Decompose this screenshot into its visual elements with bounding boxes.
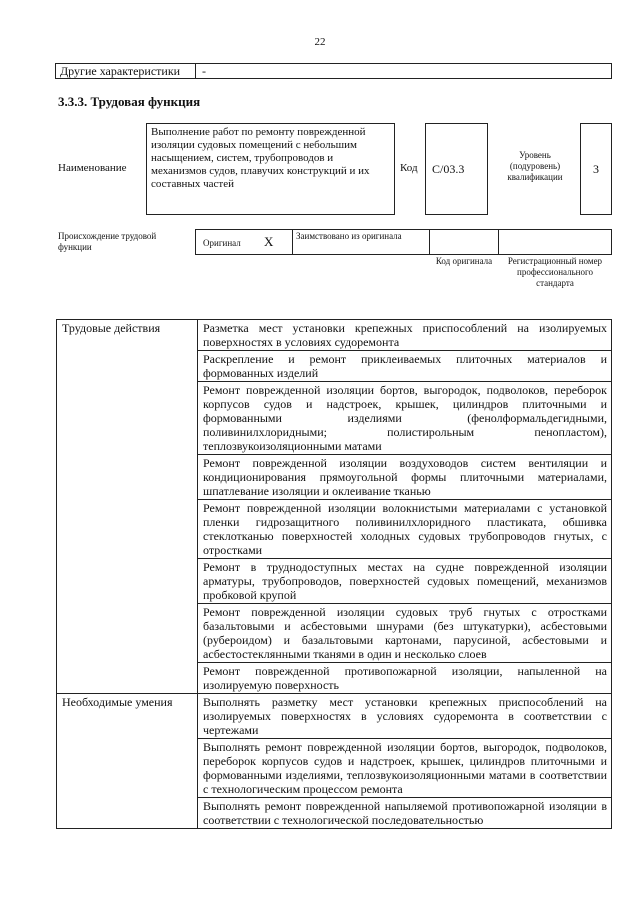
level-value: 3 [593,162,599,176]
origin-code-cell [498,230,499,254]
table-row [57,694,612,739]
other-characteristics-value: - [202,64,206,78]
original-label: Оригинал [203,238,241,248]
reg-caption: Регистрационный номер профессионального стандарта [507,256,603,288]
skills-label: Необходимые умения [57,694,198,829]
other-characteristics-divider [195,64,196,78]
labor-action-item: Раскрепление и ремонт приклеиваемых плиточных материалов и формованных изделий [198,351,612,382]
other-characteristics-label: Другие характеристики [60,64,181,78]
borrowed-label: Заимствовано из оригинала [296,231,402,241]
origin-label: Происхождение трудовой функции [58,231,157,252]
labor-action-item: Ремонт поврежденной изоляции волокнистыми материалами с установкой пленки гидрозащитного поливинилхлоридного пластиката, обшивка стеклотканью поверхностей холодных судовых трубопроводов гнутых, с отростками [198,500,612,559]
labor-function-table [56,319,612,829]
name-label: Наименование [58,162,127,174]
table-row [57,320,612,351]
function-name-value: Выполнение работ по ремонту поврежденной изоляции судовых помещений с небольшим насыщением, систем, трубопроводов и механизмов судов, плавучих конструкций и их составных частей [151,126,370,190]
code-caption: Код оригинала [435,256,493,266]
page-number: 22 [314,36,326,48]
labor-action-item: Ремонт поврежденной изоляции судовых труб гнутых с отростками базальтовыми и асбестовыми шнурами (без штукатурки), асбестовыми (рубероидом) и базальтовыми картонами, парусиной, асбестовыми и асбестостеклянными тканями в один и несколько слоев [198,604,612,663]
level-value-box [580,123,612,215]
origin-divider-2 [429,230,430,254]
labor-action-item: Ремонт поврежденной изоляции бортов, выгородок, подволоков, переборок корпусов судов и надстроек, крышек, цилиндров плиточными и формованными изделиями (фенолформальдегидными, поливинилхлоридными; полистирольным пенопластом), теплозвукоизоляционными матами [198,382,612,455]
labor-action-item: Разметка мест установки крепежных приспособлений на изолируемых поверхностях в условиях судоремонта [198,320,612,351]
origin-boxes [195,229,612,255]
skill-item: Выполнять ремонт поврежденной напыляемой противопожарной изоляции в соответствии с технологической последовательностью [198,798,612,829]
code-value-box [425,123,488,215]
skill-item: Выполнять разметку мест установки крепежных приспособлений на изолируемых поверхностях в условиях судоремонта в соответствии с чертежами [198,694,612,739]
labor-action-item: Ремонт в труднодоступных местах на судне поврежденной изоляции арматуры, трубопроводов, поверхностей судовых помещений, механизмов пробковой крупой [198,559,612,604]
code-label: Код [400,162,418,174]
code-value: C/03.3 [432,162,465,176]
origin-divider-1 [292,230,293,254]
function-name-box [146,123,395,215]
level-label: Уровень (подуровень) квалификации [507,150,563,182]
labor-actions-label: Трудовые действия [57,320,198,694]
other-characteristics-row [55,63,612,79]
labor-action-item: Ремонт поврежденной изоляции воздуховодов систем вентиляции и кондиционирования прямоугольной формы плиточными материалами, шпатлевание изоляции и оклеивание тканью [198,455,612,500]
original-mark: X [264,234,274,249]
section-title: 3.3.3. Трудовая функция [58,94,201,109]
skill-item: Выполнять ремонт поврежденной изоляции бортов, выгородок, подволоков, переборок корпусов судов и надстроек, крышек, цилиндров плиточными и формованными изделиями, теплозвукоизоляционными матами в соответствии с технологическим процессом ремонта [198,739,612,798]
labor-action-item: Ремонт поврежденной противопожарной изоляции, напыленной на изолируемую поверхность [198,663,612,694]
